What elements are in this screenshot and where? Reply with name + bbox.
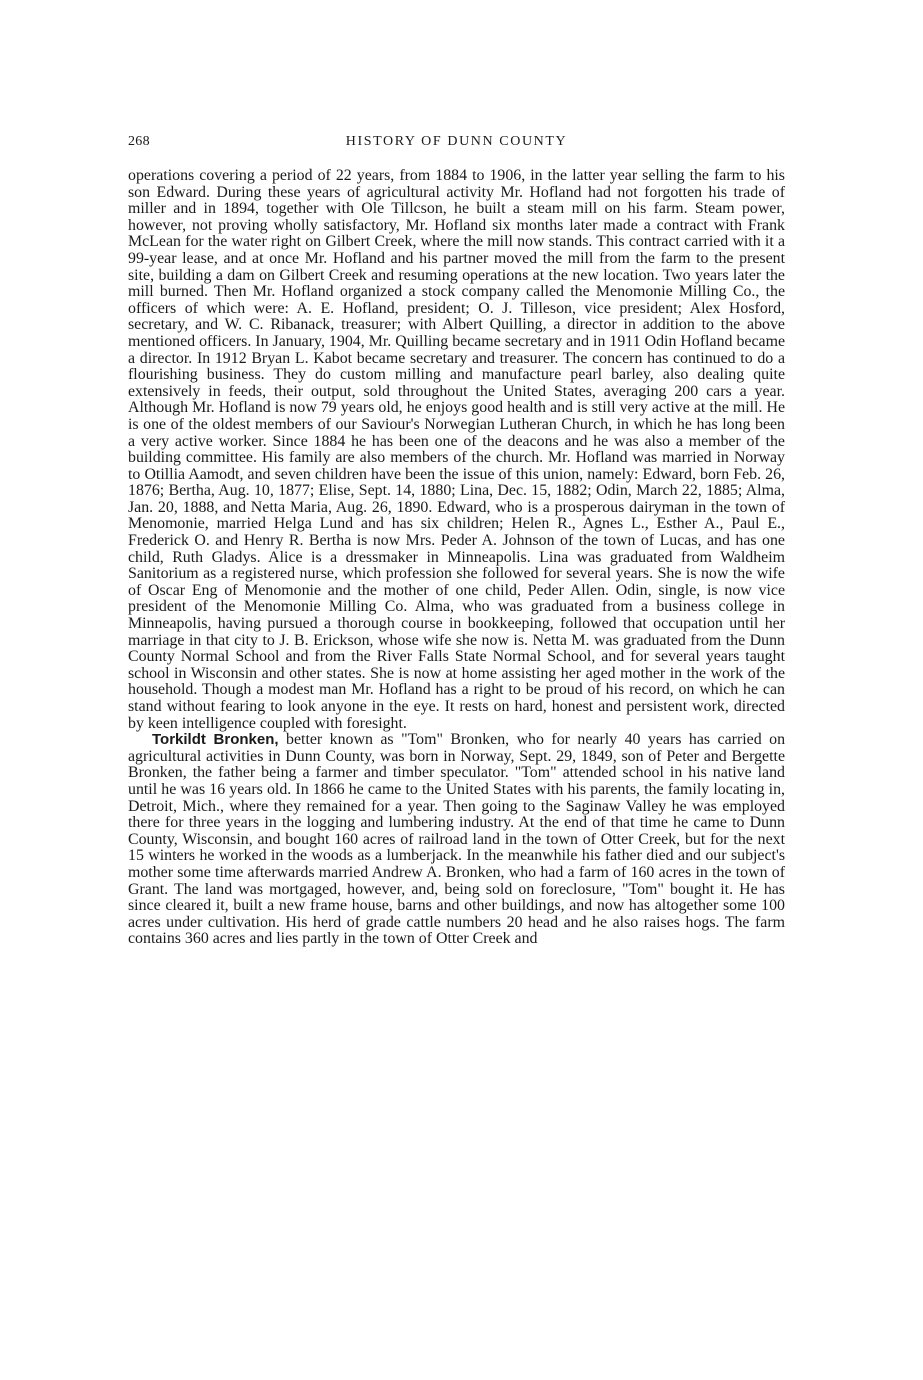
page-number: 268	[128, 134, 150, 149]
page-header	[128, 134, 785, 156]
biography-text: better known as "Tom" Bronken, who for nearly 40 years has carried on agricultural activities in Dunn County, was born in Norway, Sept. 29, 1849, son of Peter and Bergette Bronken, the father being a farmer and timber speculator. "Tom" attended school in his native land until he was 16 years old. In 1866 he came to the United States with his parents, the family locating in, Detroit, Mich., where they remained for a year. Then going to the Saginaw Valley he was employed there for three years in the logging and lumbering industry. At the end of that time he came to Dunn County, Wisconsin, and bought 160 acres of railroad land in the town of Otter Creek, but for the next 15 winters he worked in the woods as a lumberjack. In the meanwhile his father died and our subject's mother some time afterwards married Andrew A. Bronken, who had a farm of 160 acres in the town of Grant. The land was mortgaged, however, and, being sold on foreclosure, "Tom" bought it. He has since cleared it, built a new frame house, barns and other buildings, and now has altogether some 100 acres under cultivation. His herd of grade cattle numbers 20 head and he also raises hogs. The farm contains 360 acres and lies partly in the town of Otter Creek and	[128, 731, 786, 948]
paragraph-hofland-continuation: operations covering a period of 22 years, from 1884 to 1906, in the latter year selling the farm to his son Edward. During these years of agricultural activity Mr. Hofland had not forgotten his trade of miller and in 1894, together with Ole Tillcson, he built a steam mill on his farm. Steam power, however, not proving wholly satisfactory, Mr. Hofland six months later made a contract with Frank McLean for the water right on Gilbert Creek, where the mill now stands. This contract carried with it a 99-year lease, and at once Mr. Hofland and his partner moved the mill from the farm to the present site, building a dam on Gilbert Creek and resuming operations at the new location. Two years later the mill burned. Then Mr. Hofland organized a stock company called the Menomonie Milling Co., the officers of which were: A. E. Hofland, president; O. J. Tilleson, vice president; Alex Hosford, secretary, and W. C. Ribanack, treasurer; with Albert Quilling, a director in addition to the above mentioned officers. In January, 1904, Mr. Quilling became secretary and in 1911 Odin Hofland became a director. In 1912 Bryan L. Kabot became secretary and treasurer. The concern has continued to do a flourishing business. They do custom milling and manufacture pearl barley, also dealing quite extensively in feeds, their output, sold throughout the United States, averaging 200 cars a year. Although Mr. Hofland is now 79 years old, he enjoys good health and is still very active at the mill. He is one of the oldest members of our Saviour's Norwegian Lutheran Church, in which he has long been a very active worker. Since 1884 he has been one of the deacons and he was also a member of the building committee. His family are also members of the church. Mr. Hofland was married in Norway to Otillia Aamodt, and seven children have been the issue of this union, namely: Edward, born Feb. 26, 1876; Bertha, Aug. 10, 1877; Elise, Sept. 14, 1880; Lina, Dec. 15, 1882; Odin, March 22, 1885; Alma, Jan. 20, 1888, and Netta Maria, Aug. 26, 1890. Edward, who is a prosperous dairyman in the town of Menomonie, married Helga Lund and has six children; Helen R., Agnes L., Esther A., Paul E., Frederick O. and Henry R. Bertha is now Mrs. Peder A. Johnson of the town of Lucas, and has one child, Ruth Gladys. Alice is a dressmaker in Minneapolis. Lina was graduated from Waldheim Sanitorium as a registered nurse, which profession she followed for several years. She is now the wife of Oscar Eng of Menomonie and the mother of one child, Peder Allen. Odin, single, is now vice president of the Menomonie Milling Co. Alma, who was graduated from a business college in Minneapolis, having pursued a thorough course in bookkeeping, followed that occupation until her marriage in that city to J. B. Erickson, whose wife she now is. Netta M. was graduated from the Dunn County Normal School and from the River Falls State Normal School, and for several years taught school in Wisconsin and other states. She is now at home assisting her aged mother in the work of the household. Though a modest man Mr. Hofland has a right to be proud of his record, on which he can stand without fearing to look anyone in the eye. It rests on hard, honest and persistent work, directed by keen intelligence coupled with foresight.	[128, 167, 785, 732]
running-title: HISTORY OF DUNN COUNTY	[345, 134, 568, 149]
biography-subject-name: Torkildt Bronken,	[152, 731, 279, 749]
body-text	[128, 168, 785, 948]
paragraph-bronken-biography	[128, 732, 785, 948]
